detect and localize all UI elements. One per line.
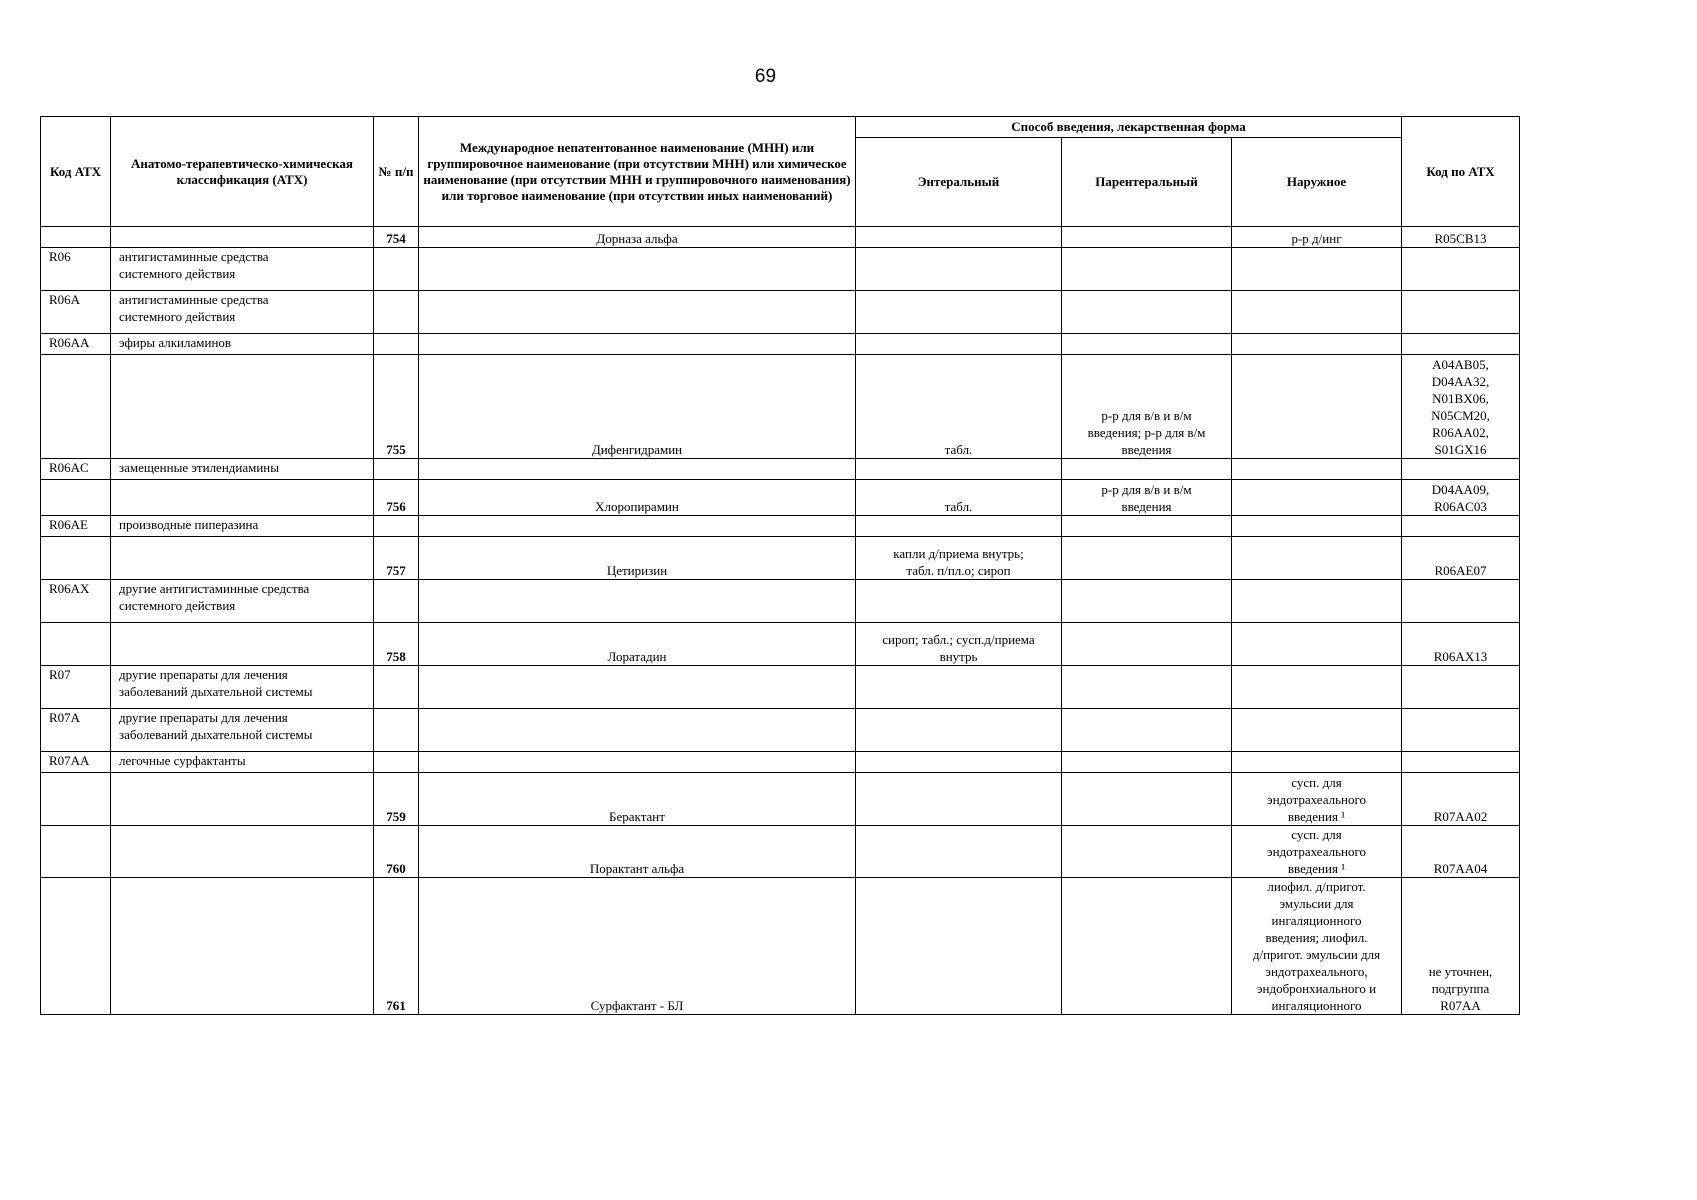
table-row	[41, 334, 1520, 355]
external-form-cell	[1232, 709, 1402, 752]
row-number-cell: 761	[374, 878, 419, 1015]
row-number-cell: 758	[374, 623, 419, 666]
atc-code-cell	[1402, 516, 1520, 537]
classification-cell	[111, 355, 374, 459]
header-route-group: Способ введения, лекарственная форма	[856, 117, 1402, 138]
enteral-form-cell: капли д/приема внутрь; табл. п/пл.о; сироп	[856, 537, 1062, 580]
table-row	[41, 227, 1520, 248]
table-row	[41, 752, 1520, 773]
parenteral-form-cell	[1062, 459, 1232, 480]
drug-name-cell	[419, 248, 856, 291]
enteral-form-cell	[856, 459, 1062, 480]
table-row	[41, 355, 1520, 459]
external-form-cell	[1232, 623, 1402, 666]
row-number-cell	[374, 580, 419, 623]
atx-code-cell: R06A	[41, 291, 111, 334]
external-form-cell: сусп. для эндотрахеального введения ¹	[1232, 826, 1402, 878]
atx-code-cell	[41, 878, 111, 1015]
parenteral-form-cell	[1062, 537, 1232, 580]
table-row	[41, 878, 1520, 1015]
enteral-form-cell	[856, 878, 1062, 1015]
drug-table	[40, 116, 1520, 1015]
row-number-cell	[374, 248, 419, 291]
atx-code-cell: R07A	[41, 709, 111, 752]
atc-code-cell: D04AA09, R06AC03	[1402, 480, 1520, 516]
parenteral-form-cell	[1062, 580, 1232, 623]
parenteral-form-cell	[1062, 752, 1232, 773]
table-row	[41, 709, 1520, 752]
parenteral-form-cell: р-р для в/в и в/м введения	[1062, 480, 1232, 516]
atx-code-cell: R06AX	[41, 580, 111, 623]
drug-name-cell	[419, 580, 856, 623]
header-name: Международное непатентованное наименование (МНН) или группировочное наименование (при отсутствии МНН) или химическое наименование (при отсутствии МНН и группировочного наименования) или торговое наименование (при отсутствии иных наименований)	[419, 117, 856, 227]
atx-code-cell: R06AE	[41, 516, 111, 537]
classification-cell	[111, 773, 374, 826]
atx-code-cell	[41, 826, 111, 878]
atx-code-cell	[41, 773, 111, 826]
table-row	[41, 291, 1520, 334]
row-number-cell	[374, 666, 419, 709]
parenteral-form-cell	[1062, 516, 1232, 537]
external-form-cell	[1232, 580, 1402, 623]
enteral-form-cell	[856, 752, 1062, 773]
drug-name-cell: Цетиризин	[419, 537, 856, 580]
enteral-form-cell	[856, 826, 1062, 878]
enteral-form-cell: табл.	[856, 480, 1062, 516]
parenteral-form-cell	[1062, 709, 1232, 752]
row-number-cell	[374, 709, 419, 752]
drug-name-cell	[419, 709, 856, 752]
atx-code-cell	[41, 480, 111, 516]
drug-name-cell: Берактант	[419, 773, 856, 826]
atx-code-cell: R06AA	[41, 334, 111, 355]
external-form-cell: сусп. для эндотрахеального введения ¹	[1232, 773, 1402, 826]
atc-code-cell	[1402, 459, 1520, 480]
row-number-cell	[374, 752, 419, 773]
drug-name-cell: Сурфактант - БЛ	[419, 878, 856, 1015]
atx-code-cell	[41, 227, 111, 248]
drug-name-cell	[419, 516, 856, 537]
parenteral-form-cell	[1062, 291, 1232, 334]
atc-code-cell: R07AA04	[1402, 826, 1520, 878]
row-number-cell	[374, 516, 419, 537]
drug-name-cell: Лоратадин	[419, 623, 856, 666]
classification-cell: антигистаминные средства системного действия	[111, 291, 374, 334]
header-classification: Анатомо-терапевтическо-химическая классификация (АТХ)	[111, 117, 374, 227]
atx-code-cell	[41, 355, 111, 459]
parenteral-form-cell	[1062, 623, 1232, 666]
classification-cell	[111, 537, 374, 580]
atc-code-cell: A04AB05, D04AA32, N01BX06, N05CM20, R06AA02, S01GX16	[1402, 355, 1520, 459]
classification-cell: легочные сурфактанты	[111, 752, 374, 773]
table-row	[41, 666, 1520, 709]
parenteral-form-cell	[1062, 878, 1232, 1015]
parenteral-form-cell	[1062, 248, 1232, 291]
row-number-cell: 759	[374, 773, 419, 826]
row-number-cell	[374, 334, 419, 355]
classification-cell: другие препараты для лечения заболеваний дыхательной системы	[111, 709, 374, 752]
row-number-cell	[374, 459, 419, 480]
atc-code-cell: R06AE07	[1402, 537, 1520, 580]
drug-name-cell	[419, 291, 856, 334]
enteral-form-cell	[856, 227, 1062, 248]
parenteral-form-cell	[1062, 826, 1232, 878]
table-row	[41, 623, 1520, 666]
atx-code-cell	[41, 623, 111, 666]
parenteral-form-cell	[1062, 227, 1232, 248]
header-enteral: Энтеральный	[856, 138, 1062, 227]
atc-code-cell	[1402, 248, 1520, 291]
table-row	[41, 480, 1520, 516]
classification-cell: другие препараты для лечения заболеваний дыхательной системы	[111, 666, 374, 709]
table-row	[41, 773, 1520, 826]
atc-code-cell: R05CB13	[1402, 227, 1520, 248]
classification-cell: другие антигистаминные средства системного действия	[111, 580, 374, 623]
row-number-cell: 760	[374, 826, 419, 878]
enteral-form-cell: табл.	[856, 355, 1062, 459]
classification-cell	[111, 480, 374, 516]
atc-code-cell	[1402, 709, 1520, 752]
header-number: № п/п	[374, 117, 419, 227]
atc-code-cell	[1402, 291, 1520, 334]
parenteral-form-cell	[1062, 334, 1232, 355]
enteral-form-cell: сироп; табл.; сусп.д/приема внутрь	[856, 623, 1062, 666]
external-form-cell	[1232, 355, 1402, 459]
drug-name-cell: Дифенгидрамин	[419, 355, 856, 459]
table-row	[41, 459, 1520, 480]
enteral-form-cell	[856, 709, 1062, 752]
atc-code-cell	[1402, 666, 1520, 709]
parenteral-form-cell	[1062, 773, 1232, 826]
enteral-form-cell	[856, 248, 1062, 291]
atc-code-cell	[1402, 580, 1520, 623]
external-form-cell: р-р д/инг	[1232, 227, 1402, 248]
external-form-cell	[1232, 480, 1402, 516]
atc-code-cell: R07AA02	[1402, 773, 1520, 826]
row-number-cell	[374, 291, 419, 334]
header-code: Код АТХ	[41, 117, 111, 227]
classification-cell: замещенные этилендиамины	[111, 459, 374, 480]
drug-name-cell: Хлоропирамин	[419, 480, 856, 516]
table-row	[41, 826, 1520, 878]
external-form-cell	[1232, 537, 1402, 580]
header-external: Наружное	[1232, 138, 1402, 227]
external-form-cell	[1232, 291, 1402, 334]
enteral-form-cell	[856, 516, 1062, 537]
external-form-cell	[1232, 248, 1402, 291]
external-form-cell	[1232, 752, 1402, 773]
atc-code-cell	[1402, 334, 1520, 355]
classification-cell	[111, 878, 374, 1015]
row-number-cell: 756	[374, 480, 419, 516]
header-parenteral: Парентеральный	[1062, 138, 1232, 227]
classification-cell: производные пиперазина	[111, 516, 374, 537]
atx-code-cell: R07	[41, 666, 111, 709]
enteral-form-cell	[856, 334, 1062, 355]
parenteral-form-cell	[1062, 666, 1232, 709]
enteral-form-cell	[856, 291, 1062, 334]
atx-code-cell	[41, 537, 111, 580]
classification-cell: эфиры алкиламинов	[111, 334, 374, 355]
enteral-form-cell	[856, 666, 1062, 709]
classification-cell: антигистаминные средства системного действия	[111, 248, 374, 291]
table-row	[41, 516, 1520, 537]
external-form-cell	[1232, 666, 1402, 709]
drug-name-cell: Дорназа альфа	[419, 227, 856, 248]
atx-code-cell: R06AC	[41, 459, 111, 480]
table-row	[41, 537, 1520, 580]
page-number: 69	[754, 66, 777, 87]
external-form-cell	[1232, 459, 1402, 480]
atc-code-cell: не уточнен, подгруппа R07AA	[1402, 878, 1520, 1015]
drug-name-cell: Порактант альфа	[419, 826, 856, 878]
drug-name-cell	[419, 666, 856, 709]
drug-name-cell	[419, 459, 856, 480]
classification-cell	[111, 227, 374, 248]
classification-cell	[111, 826, 374, 878]
row-number-cell: 754	[374, 227, 419, 248]
parenteral-form-cell: р-р для в/в и в/м введения; р-р для в/м введения	[1062, 355, 1232, 459]
row-number-cell: 755	[374, 355, 419, 459]
header-atc-code: Код по АТХ	[1402, 117, 1520, 227]
enteral-form-cell	[856, 773, 1062, 826]
classification-cell	[111, 623, 374, 666]
enteral-form-cell	[856, 580, 1062, 623]
external-form-cell	[1232, 516, 1402, 537]
table-row	[41, 580, 1520, 623]
atx-code-cell: R07AA	[41, 752, 111, 773]
atc-code-cell: R06AX13	[1402, 623, 1520, 666]
external-form-cell: лиофил. д/пригот. эмульсии для ингаляционного введения; лиофил. д/пригот. эмульсии для эндотрахеального, эндобронхиального и ингаляционного	[1232, 878, 1402, 1015]
atx-code-cell: R06	[41, 248, 111, 291]
row-number-cell: 757	[374, 537, 419, 580]
external-form-cell	[1232, 334, 1402, 355]
drug-name-cell	[419, 752, 856, 773]
atc-code-cell	[1402, 752, 1520, 773]
table-row	[41, 248, 1520, 291]
drug-name-cell	[419, 334, 856, 355]
